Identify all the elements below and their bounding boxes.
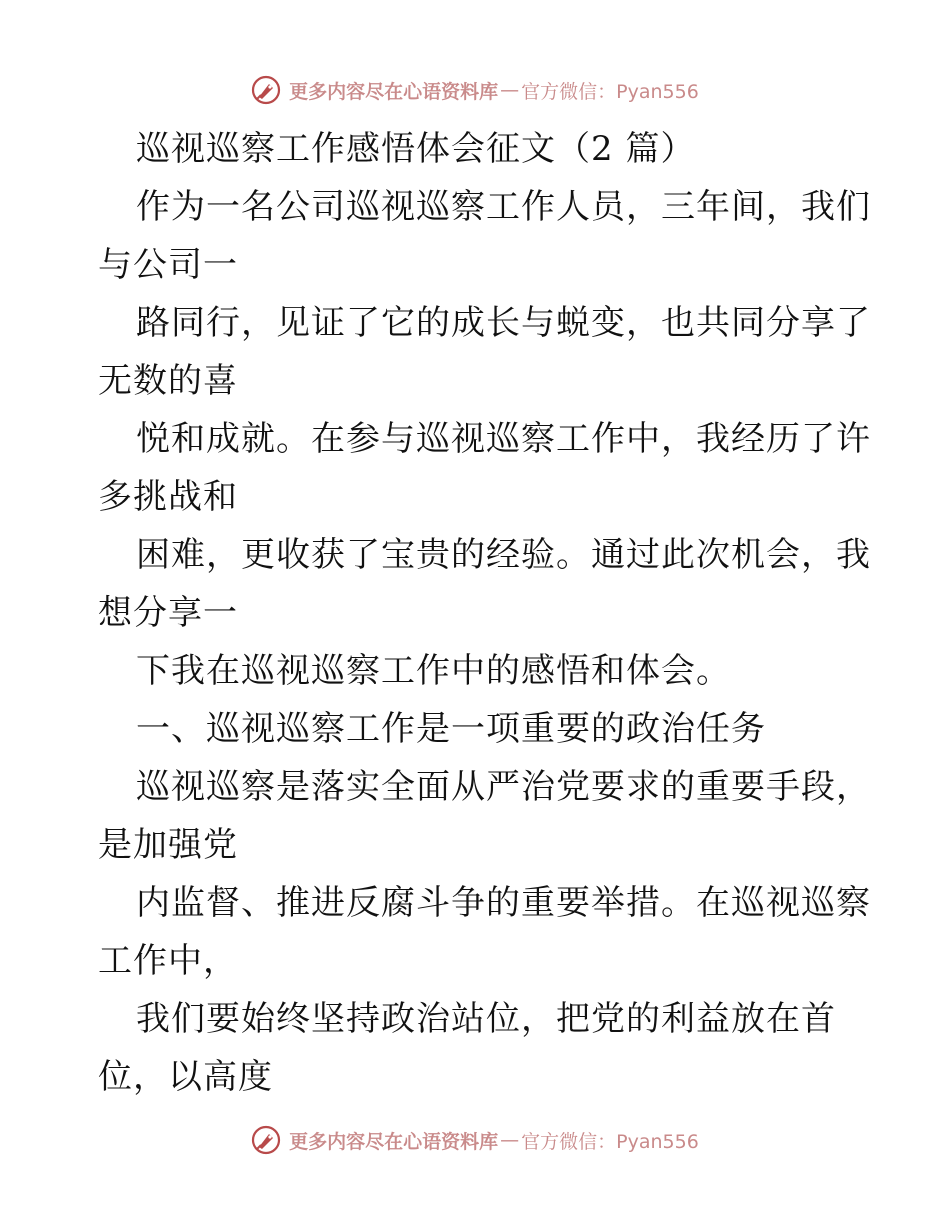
text-line: 巡视巡察是落实全面从严治党要求的重要手段， bbox=[136, 767, 871, 807]
text-line: 内监督、推进反腐斗争的重要举措。在巡视巡察 bbox=[136, 883, 871, 923]
text-line: 是加强党 bbox=[98, 825, 238, 865]
pen-nib-logo-icon bbox=[251, 75, 281, 105]
document-body bbox=[98, 120, 871, 1106]
text-line: 多挑战和 bbox=[98, 477, 238, 517]
banner-title: 更多内容尽在心语资料库 bbox=[289, 1130, 499, 1153]
text-line: 作为一名公司巡视巡察工作人员，三年间，我们 bbox=[136, 187, 871, 227]
banner-dash: — bbox=[500, 79, 520, 101]
text-line: 一、巡视巡察工作是一项重要的政治任务 bbox=[136, 709, 766, 749]
footer-watermark-banner bbox=[0, 1120, 950, 1160]
text-line: 困难，更收获了宝贵的经验。通过此次机会，我 bbox=[136, 535, 871, 575]
text-line: 我们要始终坚持政治站位，把党的利益放在首 bbox=[136, 999, 836, 1039]
banner-wechat: 官方微信：Pyan556 bbox=[521, 80, 699, 103]
text-line: 与公司一 bbox=[98, 245, 238, 285]
text-line: 悦和成就。在参与巡视巡察工作中，我经历了许 bbox=[136, 419, 871, 459]
text-line: 工作中， bbox=[98, 941, 238, 981]
banner-wechat: 官方微信：Pyan556 bbox=[521, 1130, 699, 1153]
text-line: 巡视巡察工作感悟体会征文（2 篇） bbox=[136, 129, 696, 169]
banner-dash: — bbox=[500, 1129, 520, 1151]
text-line: 下我在巡视巡察工作中的感悟和体会。 bbox=[136, 651, 731, 691]
pen-nib-logo-icon bbox=[251, 1125, 281, 1155]
text-line: 位，以高度 bbox=[98, 1057, 273, 1097]
header-watermark-banner bbox=[0, 70, 950, 110]
text-line: 无数的喜 bbox=[98, 361, 238, 401]
banner-title: 更多内容尽在心语资料库 bbox=[289, 80, 499, 103]
text-line: 想分享一 bbox=[98, 593, 238, 633]
text-line: 路同行，见证了它的成长与蜕变，也共同分享了 bbox=[136, 303, 871, 343]
